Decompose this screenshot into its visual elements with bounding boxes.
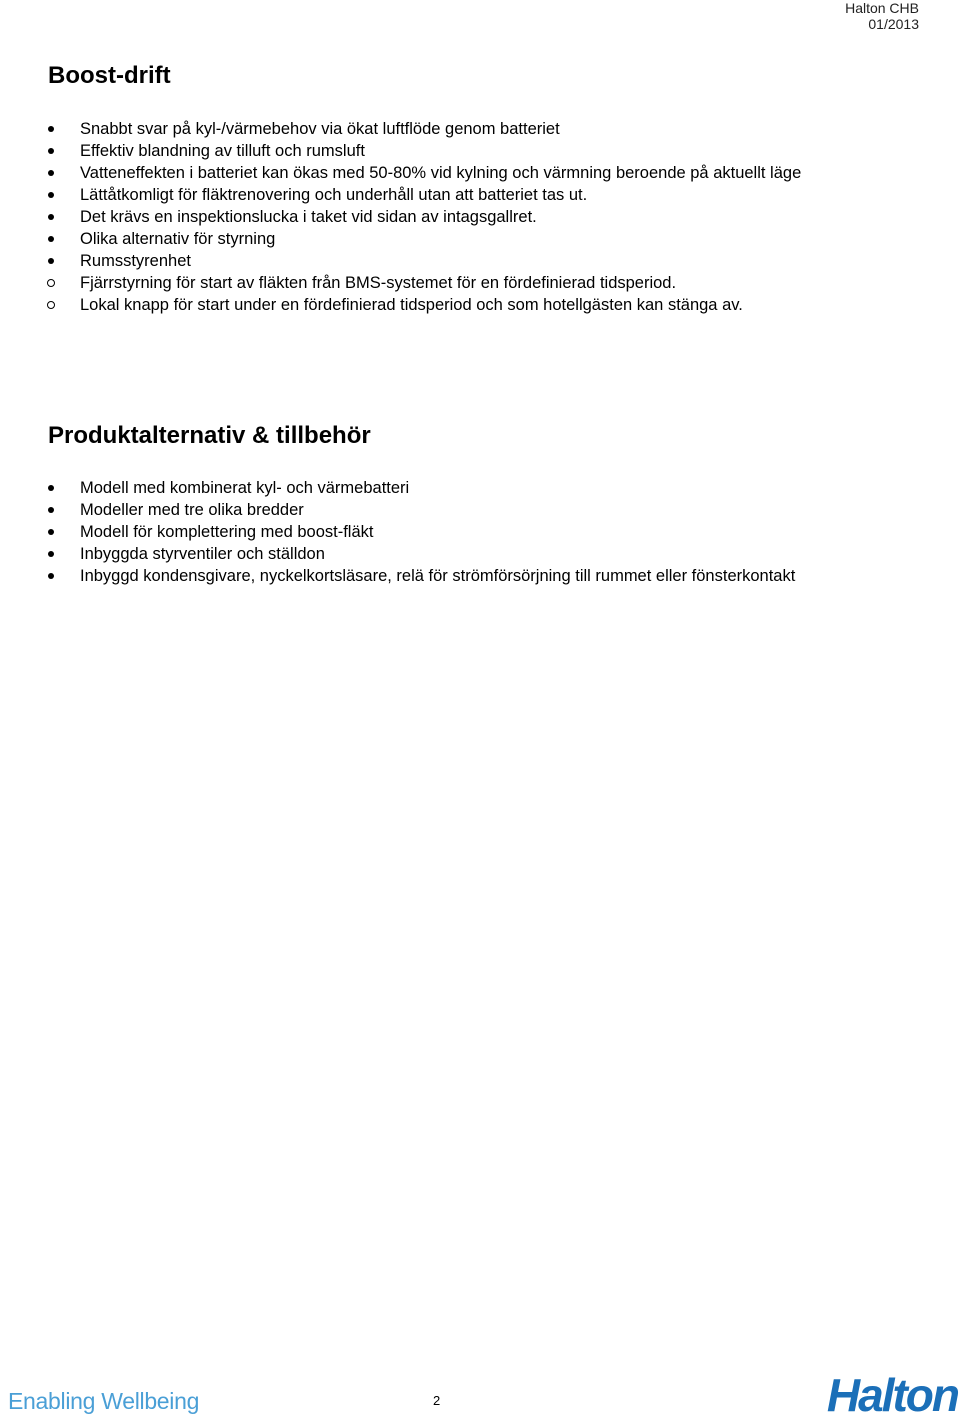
list-item-text: Inbyggda styrventiler och ställdon bbox=[80, 545, 325, 563]
list-item-text: Snabbt svar på kyl-/värmebehov via ökat luftflöde genom batteriet bbox=[80, 120, 560, 138]
boost-heading: Boost-drift bbox=[48, 62, 171, 89]
logo-text: Halton bbox=[826, 1373, 958, 1417]
page-number: 2 bbox=[433, 1393, 441, 1408]
list-item bbox=[48, 162, 928, 184]
sub-list-item bbox=[48, 294, 928, 316]
bullet-icon bbox=[48, 126, 54, 132]
list-item-text: Rumsstyrenhet bbox=[80, 252, 191, 270]
list-item bbox=[48, 206, 928, 228]
bullet-icon bbox=[48, 573, 54, 579]
list-item bbox=[48, 228, 928, 250]
list-item-text: Det krävs en inspektionslucka i taket vid sidan av intagsgallret. bbox=[80, 208, 537, 226]
bullet-icon bbox=[48, 551, 54, 557]
list-item-text: Modeller med tre olika bredder bbox=[80, 501, 304, 519]
list-item-text: Effektiv blandning av tilluft och rumsluft bbox=[80, 142, 365, 160]
list-item-text: Lokal knapp för start under en fördefinierad tidsperiod och som hotellgästen kan stänga av. bbox=[80, 296, 743, 314]
list-item bbox=[48, 118, 928, 140]
bullet-icon bbox=[48, 192, 54, 198]
list-item-text: Vatteneffekten i batteriet kan ökas med 50-80% vid kylning och värmning beroende på aktuellt läge bbox=[80, 164, 802, 182]
bullet-icon bbox=[48, 529, 54, 535]
bullet-icon bbox=[48, 214, 54, 220]
list-item-text: Modell för komplettering med boost-fläkt bbox=[80, 523, 374, 541]
bullet-icon bbox=[48, 507, 54, 513]
list-item bbox=[48, 543, 928, 565]
bullet-icon bbox=[48, 236, 54, 242]
bullet-icon bbox=[48, 170, 54, 176]
list-item bbox=[48, 184, 928, 206]
hollow-bullet-icon bbox=[47, 301, 55, 309]
bullet-icon bbox=[48, 148, 54, 154]
document-name: Halton CHB bbox=[845, 0, 919, 16]
products-heading: Produktalternativ & tillbehör bbox=[48, 422, 371, 449]
products-list bbox=[48, 477, 928, 587]
footer-tagline: Enabling Wellbeing bbox=[8, 1388, 200, 1414]
list-item-text: Modell med kombinerat kyl- och värmebatteri bbox=[80, 479, 410, 497]
document-header bbox=[845, 0, 919, 32]
hollow-bullet-icon bbox=[47, 279, 55, 287]
list-item bbox=[48, 140, 928, 162]
halton-logo-icon bbox=[780, 1373, 960, 1417]
bullet-icon bbox=[48, 258, 54, 264]
boost-list bbox=[48, 118, 928, 316]
list-item-text: Fjärrstyrning för start av fläkten från BMS-systemet för en fördefinierad tidsperiod. bbox=[80, 274, 677, 292]
list-item bbox=[48, 521, 928, 543]
list-item-text: Olika alternativ för styrning bbox=[80, 230, 276, 248]
document-date: 01/2013 bbox=[868, 16, 919, 32]
sub-list-item bbox=[48, 272, 928, 294]
list-item-text: Lättåtkomligt för fläktrenovering och underhåll utan att batteriet tas ut. bbox=[80, 186, 588, 204]
list-item-text: Inbyggd kondensgivare, nyckelkortsläsare, relä för strömförsörjning till rummet eller fönsterkontakt bbox=[80, 567, 796, 585]
bullet-icon bbox=[48, 485, 54, 491]
list-item bbox=[48, 250, 928, 272]
list-item bbox=[48, 477, 928, 499]
list-item bbox=[48, 499, 928, 521]
list-item bbox=[48, 565, 928, 587]
